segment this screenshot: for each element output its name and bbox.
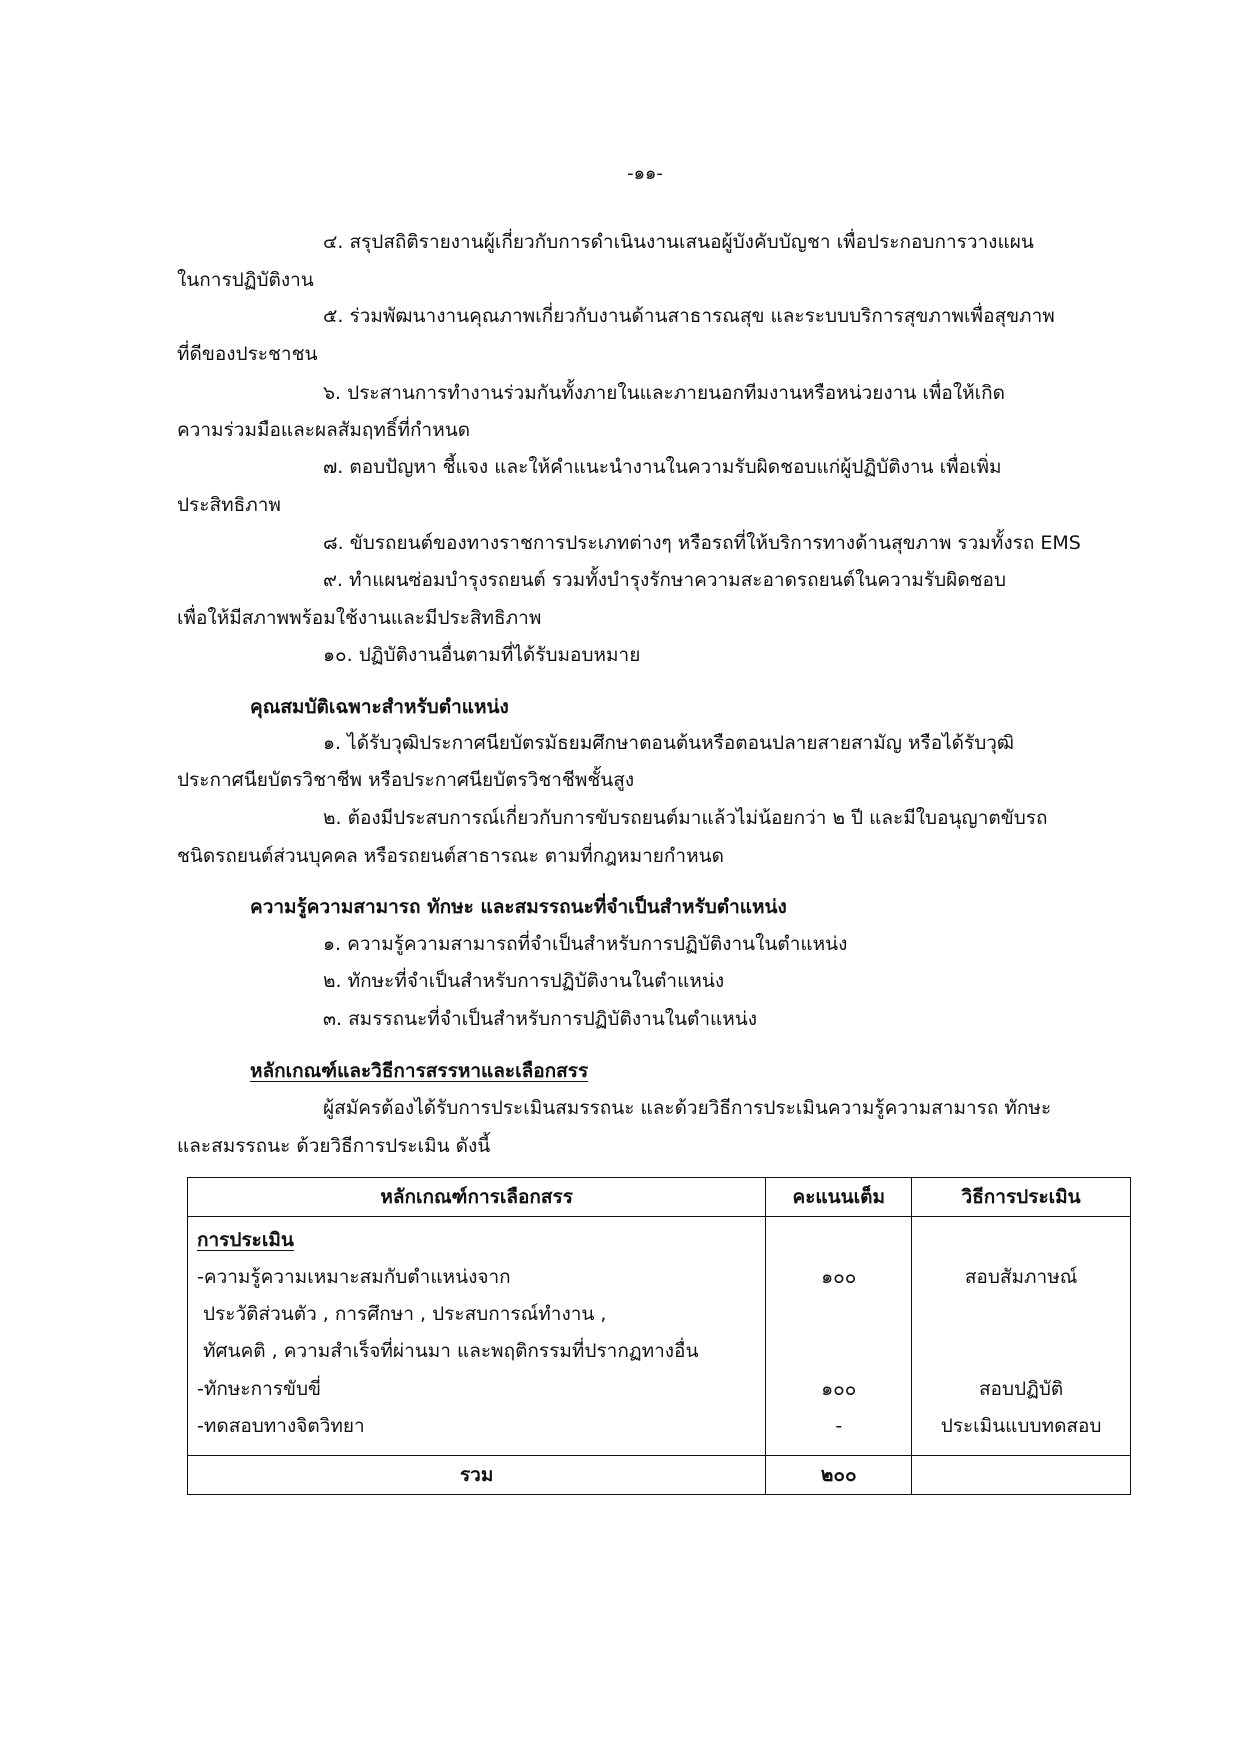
- score-row3: -: [835, 1415, 843, 1437]
- total-score: ๒๐๐: [766, 1456, 912, 1495]
- criteria-row1-line3: ทัศนคติ , ความสำเร็จที่ผ่านมา และพฤติกรรมที่ปรากฏทางอื่น: [203, 1340, 699, 1362]
- header-full-score: คะแนนเต็ม: [766, 1178, 912, 1217]
- section-title: การประเมิน: [197, 1229, 294, 1251]
- header-criteria: หลักเกณฑ์การเลือกสรร: [188, 1178, 766, 1217]
- duty-item-7-line2: ประสิทธิภาพ: [177, 494, 281, 516]
- criteria-row1-line1: -ความรู้ความเหมาะสมกับตำแหน่งจาก: [197, 1266, 511, 1288]
- selection-intro-line1: ผู้สมัครต้องได้รับการประเมินสมรรถนะ และด้วยวิธีการประเมินความรู้ความสามารถ ทักษะ: [323, 1097, 1052, 1119]
- header-method: วิธีการประเมิน: [912, 1178, 1131, 1217]
- table-body-row: [188, 1217, 1131, 1456]
- table-header-row: [188, 1178, 1131, 1217]
- duty-item-4-line2: ในการปฏิบัติงาน: [177, 269, 314, 291]
- duty-item-8: ๘. ขับรถยนต์ของทางราชการประเภทต่างๆ หรือรถที่ให้บริการทางด้านสุขภาพ รวมทั้งรถ EMS: [323, 532, 1081, 554]
- competency-item-2: ๒. ทักษะที่จำเป็นสำหรับการปฏิบัติงานในตำแหน่ง: [323, 970, 725, 992]
- competency-item-3: ๓. สมรรถนะที่จำเป็นสำหรับการปฏิบัติงานในตำแหน่ง: [323, 1008, 758, 1030]
- duty-item-5-line1: ๕. ร่วมพัฒนางานคุณภาพเกี่ยวกับงานด้านสาธารณสุข และระบบบริการสุขภาพเพื่อสุขภาพ: [323, 305, 1055, 327]
- method-row2: สอบปฏิบัติ: [978, 1378, 1064, 1400]
- method-row1: สอบสัมภาษณ์: [964, 1266, 1078, 1288]
- competency-heading: ความรู้ความสามารถ ทักษะ และสมรรถนะที่จำเป็นสำหรับตำแหน่ง: [250, 896, 787, 918]
- score-cell: [766, 1217, 912, 1456]
- duty-item-10: ๑๐. ปฏิบัติงานอื่นตามที่ได้รับมอบหมาย: [323, 644, 641, 666]
- method-cell: [912, 1217, 1131, 1456]
- duty-item-9-line2: เพื่อให้มีสภาพพร้อมใช้งานและมีประสิทธิภาพ: [177, 607, 542, 629]
- selection-intro-line2: และสมรรถนะ ด้วยวิธีการประเมิน ดังนี้: [177, 1135, 491, 1157]
- method-row3: ประเมินแบบทดสอบ: [940, 1415, 1102, 1437]
- qualification-item-1-line1: ๑. ได้รับวุฒิประกาศนียบัตรมัธยมศึกษาตอนต้นหรือตอนปลายสายสามัญ หรือได้รับวุฒิ: [323, 732, 1015, 754]
- duty-item-6-line2: ความร่วมมือและผลสัมฤทธิ์ที่กำหนด: [177, 419, 471, 441]
- duty-item-4-line1: ๔. สรุปสถิติรายงานผู้เกี่ยวกับการดำเนินงานเสนอผู้บังคับบัญชา เพื่อประกอบการวางแผน: [323, 231, 1034, 253]
- duty-item-6-line1: ๖. ประสานการทำงานร่วมกันทั้งภายในและภายนอกทีมงานหรือหน่วยงาน เพื่อให้เกิด: [323, 382, 1005, 404]
- duty-item-5-line2: ที่ดีของประชาชน: [177, 343, 318, 365]
- criteria-row1-line2: ประวัติส่วนตัว , การศึกษา , ประสบการณ์ทำงาน ,: [203, 1303, 607, 1325]
- score-row1: ๑๐๐: [821, 1266, 857, 1288]
- score-row2: ๑๐๐: [821, 1378, 857, 1400]
- table-total-row: [188, 1456, 1131, 1495]
- qualifications-heading: คุณสมบัติเฉพาะสำหรับตำแหน่ง: [250, 696, 509, 718]
- qualification-item-1-line2: ประกาศนียบัตรวิชาชีพ หรือประกาศนียบัตรวิชาชีพชั้นสูง: [177, 769, 635, 791]
- selection-heading: หลักเกณฑ์และวิธีการสรรหาและเลือกสรร: [250, 1060, 589, 1082]
- page-number: -๑๑-: [627, 163, 663, 184]
- criteria-row3: -ทดสอบทางจิตวิทยา: [197, 1415, 365, 1437]
- qualification-item-2-line2: ชนิดรถยนต์ส่วนบุคคล หรือรถยนต์สาธารณะ ตามที่กฎหมายกำหนด: [177, 845, 724, 867]
- competency-item-1: ๑. ความรู้ความสามารถที่จำเป็นสำหรับการปฏิบัติงานในตำแหน่ง: [323, 933, 848, 955]
- duty-item-7-line1: ๗. ตอบปัญหา ชี้แจง และให้คำแนะนำงานในความรับผิดชอบแก่ผู้ปฏิบัติงาน เพื่อเพิ่ม: [323, 456, 1002, 478]
- criteria-cell: [188, 1217, 766, 1456]
- qualification-item-2-line1: ๒. ต้องมีประสบการณ์เกี่ยวกับการขับรถยนต์มาแล้วไม่น้อยกว่า ๒ ปี และมีใบอนุญาตขับรถ: [323, 807, 1048, 829]
- criteria-row2: -ทักษะการขับขี่: [197, 1378, 322, 1400]
- total-label: รวม: [188, 1456, 766, 1495]
- selection-criteria-table: [187, 1177, 1131, 1495]
- total-method-empty: [912, 1456, 1131, 1495]
- duty-item-9-line1: ๙. ทำแผนซ่อมบำรุงรถยนต์ รวมทั้งบำรุงรักษาความสะอาดรถยนต์ในความรับผิดชอบ: [323, 569, 1007, 591]
